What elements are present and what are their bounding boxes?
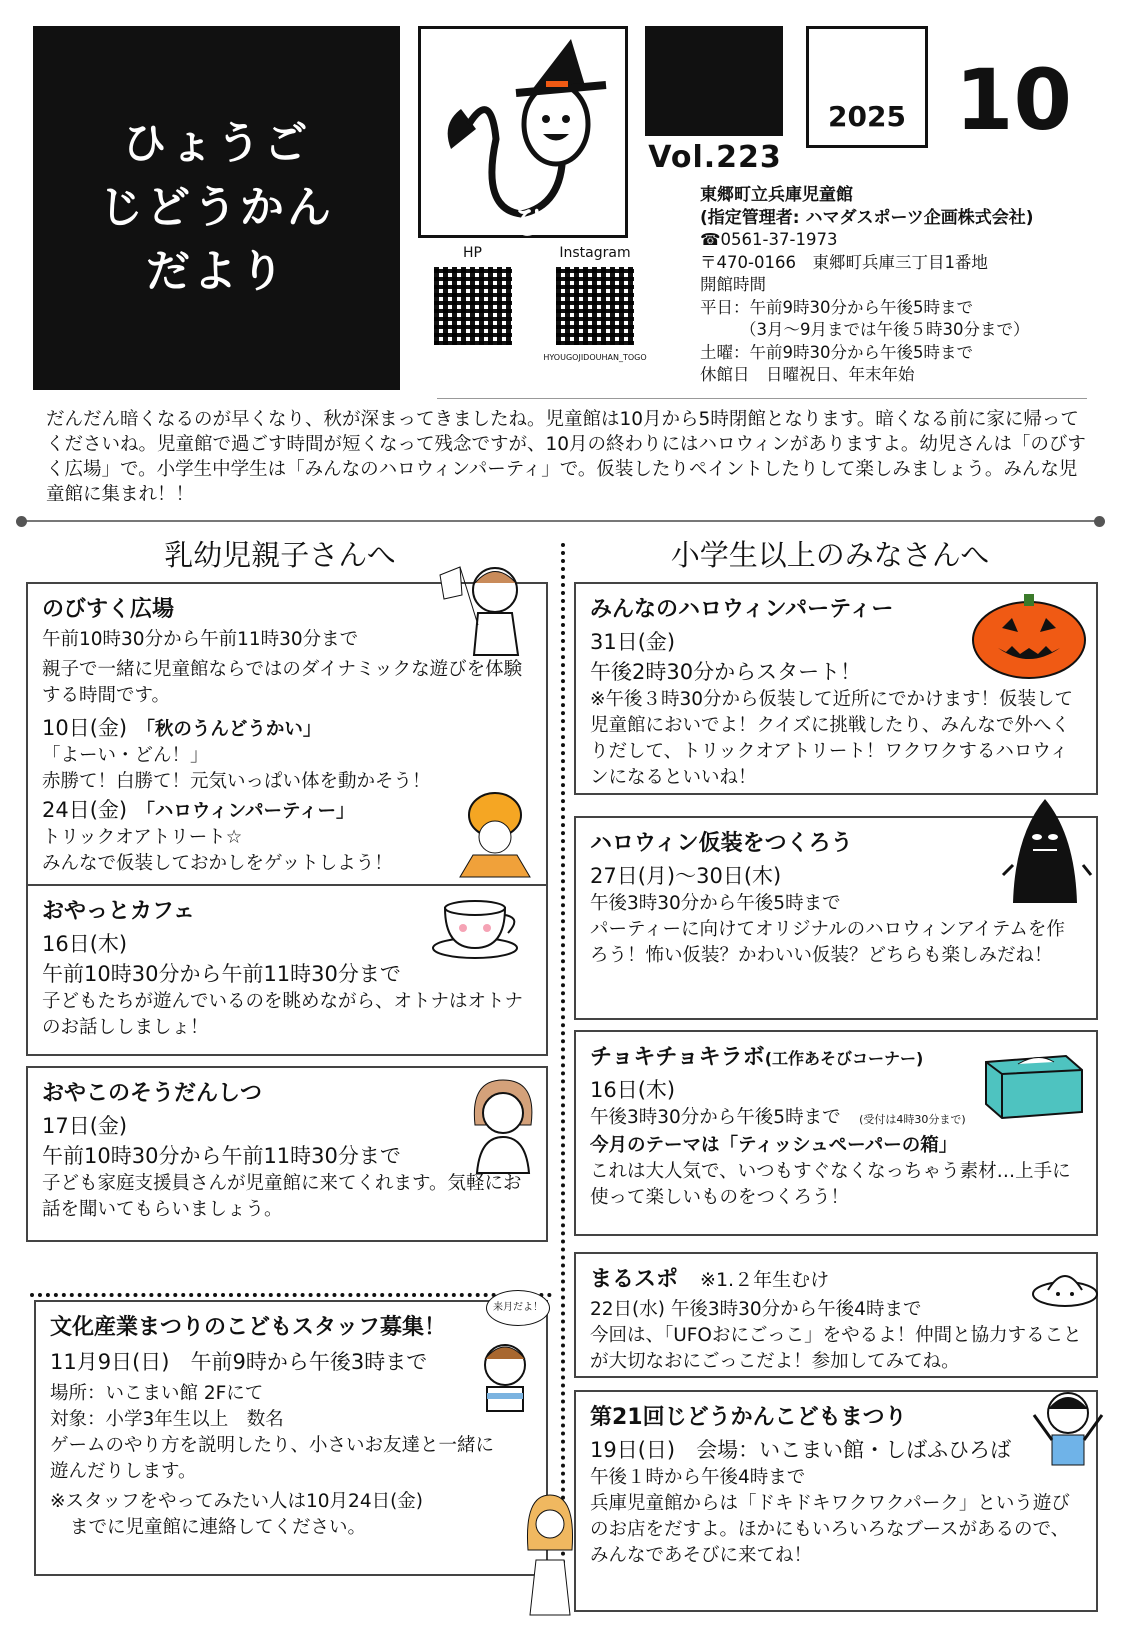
matsuri-box — [574, 1390, 1098, 1612]
speech-bubble: 来月だよ！ — [486, 1290, 550, 1326]
soudan-title: おやこのそうだんしつ — [42, 1081, 263, 1106]
party-title: みんなのハロウィンパーティー — [590, 597, 894, 622]
marusupo-grade: ※1.２年生むけ — [700, 1269, 830, 1291]
costume-title: ハロウィン仮装をつくろう — [590, 831, 853, 856]
title-line: だより — [146, 246, 287, 297]
nobisuku-event-2: 「ハロウィンパーティー」 — [145, 801, 355, 822]
jackolantern-icon — [970, 590, 1088, 680]
teacup-icon — [430, 893, 530, 963]
matsuri-time: 午後１時から午後4時まで — [590, 1467, 806, 1488]
cheering-kid-icon — [1030, 1385, 1105, 1470]
facility-address: 〒470-0166 東郷町兵庫三丁目1番地 — [700, 252, 988, 272]
matsuri-desc: 兵庫児童館からは「ドキドキワクワクパーク」という遊びのお店をだすよ。ほかにもいろいろなブースがあるので、みんなであそびに来てね！ — [590, 1493, 1070, 1566]
nobisuku-event-1: 「秋のうんどうかい」 — [145, 719, 322, 740]
staff-place: 場所：いこまい館 2Fにて — [50, 1383, 264, 1404]
volume-number: Vol.223 — [645, 136, 785, 180]
divider-dot — [1094, 516, 1105, 527]
nobisuku-time: 午前10時30分から午前11時30分まで — [42, 629, 359, 650]
newsletter-title — [33, 26, 400, 390]
soudan-desc: 子ども家庭支援員さんが児童館に来てくれます。気軽にお話を聞いてもらいましょう。 — [42, 1173, 522, 1220]
girl-long-hair-icon — [520, 1490, 580, 1620]
party-desc: ※午後３時30分から仮装して近所にでかけます！仮装して児童館においでよ！クイズに挑戦したり、みんなで外へくりだして、トリックオアトリート！ワクワクするハロウィンになるといいね！ — [590, 689, 1074, 788]
marusupo-box — [574, 1252, 1098, 1378]
facility-name: 東郷町立兵庫児童館 — [700, 185, 853, 205]
matsuri-title: 第21回じどうかんこどもまつり — [590, 1405, 907, 1430]
soudan-date: 17日(金) — [42, 1114, 128, 1138]
cafe-date: 16日(木) — [42, 932, 128, 956]
title-line: じどうかん — [99, 182, 334, 233]
cafe-time: 午前10時30分から午前11時30分まで — [42, 962, 401, 986]
labo-desc: これは大人気で、いつもすぐなくなっちゃう素材…上手に使って楽しいものをつくろう！ — [590, 1161, 1071, 1208]
labo-title: チョキチョキラボ — [590, 1045, 765, 1070]
intro-text: だんだん暗くなるのが早くなり、秋が深まってきましたね。児童館は10月から5時閉館となります。暗くなる前に家に帰ってくださいね。児童館で過ごす時間が短くなって残念ですが、10月の終わりにはハロウィンがありますよ。幼児さんは「のびすく広場」で。小学生中学生は「みんなのハロウィンパーティ」で。仮装したりペイントしたりして楽しみましょう。みんな児童館に集まれ！！ — [46, 409, 1086, 505]
facility-phone: ☎0561-37-1973 — [700, 230, 838, 249]
facility-manager: (指定管理者: ハマダスポーツ企画株式会社) — [700, 207, 1034, 228]
marusupo-desc: 今回は、「UFOおにごっこ」をやるよ！仲間と協力することが大切なおにごっこだよ！参加してみてね。 — [590, 1325, 1082, 1372]
divider-dot — [16, 516, 27, 527]
staff-note-2: までに児童館に連絡してください。 — [70, 1517, 367, 1538]
girl-flag-icon — [430, 555, 540, 665]
ufo-icon — [1030, 1262, 1100, 1312]
nobisuku-desc: 親子で一緒に児童館ならではのダイナミックな遊びを体験する時間です。 — [42, 659, 523, 706]
instagram-qr-code[interactable] — [556, 267, 634, 345]
marusupo-title: まるスポ — [590, 1267, 679, 1292]
closed-days: 休館日 日曜祝日、年末年始 — [700, 365, 915, 384]
ghost-costume-icon — [995, 795, 1095, 910]
instagram-label: Instagram — [559, 245, 631, 261]
nobisuku-event-1-line2: 赤勝て！白勝て！元気いっぱい体を動かそう！ — [42, 771, 431, 792]
labo-date: 16日(木) — [590, 1078, 676, 1102]
section-divider — [22, 520, 1100, 522]
nobisuku-event-1-line1: 「よーい・どん！」 — [42, 745, 209, 766]
instagram-qr-block — [540, 245, 650, 362]
labo-theme: 今月のテーマは「ティッシュペーパーの箱」 — [590, 1135, 958, 1156]
hours-title: 開館時間 — [700, 275, 766, 294]
cafe-desc: 子どもたちが遊んでいるのを眺めながら、オトナはオトナのお話ししましょ！ — [42, 991, 524, 1038]
nobisuku-title: のびすく広場 — [42, 597, 175, 622]
labo-subtitle: (工作あそびコーナー) — [764, 1049, 924, 1068]
labo-time: 午後3時30分から午後5時まで — [590, 1107, 841, 1128]
staff-title: 文化産業まつりのこどもスタッフ募集！ — [50, 1315, 447, 1340]
pumpkin-kid-icon — [455, 785, 535, 880]
hp-label: HP — [463, 245, 482, 261]
left-dotted-divider — [30, 1293, 552, 1297]
staff-note-1: ※スタッフをやってみたい人は10月24日(金) — [50, 1491, 424, 1512]
column-divider — [561, 543, 565, 1613]
hours-weekday-note: （3月～9月までは午後５時30分まで） — [740, 320, 1030, 339]
nobisuku-event-2-line1: トリックオアトリート☆ — [42, 827, 243, 848]
costume-time: 午後3時30分から午後5時まで — [590, 893, 841, 914]
staff-target: 対象：小学3年生以上 数名 — [50, 1409, 284, 1430]
hours-saturday: 土曜：午前9時30分から午後5時まで — [700, 342, 973, 362]
party-time: 午後2時30分からスタート！ — [590, 660, 862, 684]
costume-date: 27日(月)～30日(木) — [590, 864, 782, 888]
tissue-box-icon — [978, 1040, 1090, 1120]
nobisuku-event-2-line2: みんなで仮装しておかしをゲットしよう！ — [42, 853, 393, 874]
facility-info — [700, 184, 1120, 387]
staff-desc: ゲームのやり方を説明したり、小さいお友達と一緒に遊んだりします。 — [50, 1435, 495, 1482]
labo-time-note: (受付は4時30分まで) — [859, 1113, 966, 1126]
costume-desc: パーティーに向けてオリジナルのハロウィンアイテムを作ろう！怖い仮装？かわいい仮装？どちらも楽しみだね！ — [590, 919, 1065, 966]
hours-weekday: 平日：午前9時30分から午後5時まで — [700, 297, 973, 317]
left-section-heading: 乳幼児親子さんへ — [164, 538, 396, 572]
year: 2025 — [828, 100, 906, 133]
header-rule — [437, 398, 1087, 399]
title-line: ひょうご — [122, 118, 311, 169]
marusupo-date: 22日(水) 午後3時30分から午後4時まで — [590, 1299, 922, 1320]
staff-date: 11月9日(日) 午前9時から午後3時まで — [50, 1350, 428, 1374]
party-date: 31日(金) — [590, 630, 676, 654]
month: 10 — [955, 51, 1072, 149]
counselor-icon — [465, 1075, 540, 1175]
hp-qr-code[interactable] — [434, 267, 512, 345]
matsuri-date: 19日(日) 会場：いこまい館・しばふひろば — [590, 1438, 1012, 1462]
nobisuku-date-1: 10日(金) — [42, 716, 128, 740]
soudan-time: 午前10時30分から午前11時30分まで — [42, 1144, 401, 1168]
cafe-title: おやっとカフェ — [42, 899, 195, 924]
pointing-boy-icon — [465, 1335, 545, 1415]
nobisuku-date-2: 24日(金) — [42, 798, 128, 822]
right-section-heading: 小学生以上のみなさんへ — [670, 538, 990, 572]
instagram-handle: HYOUGOJIDOUHAN_TOGO — [543, 353, 647, 362]
logo-char: ひ — [513, 203, 547, 243]
hp-qr-block — [425, 245, 520, 345]
